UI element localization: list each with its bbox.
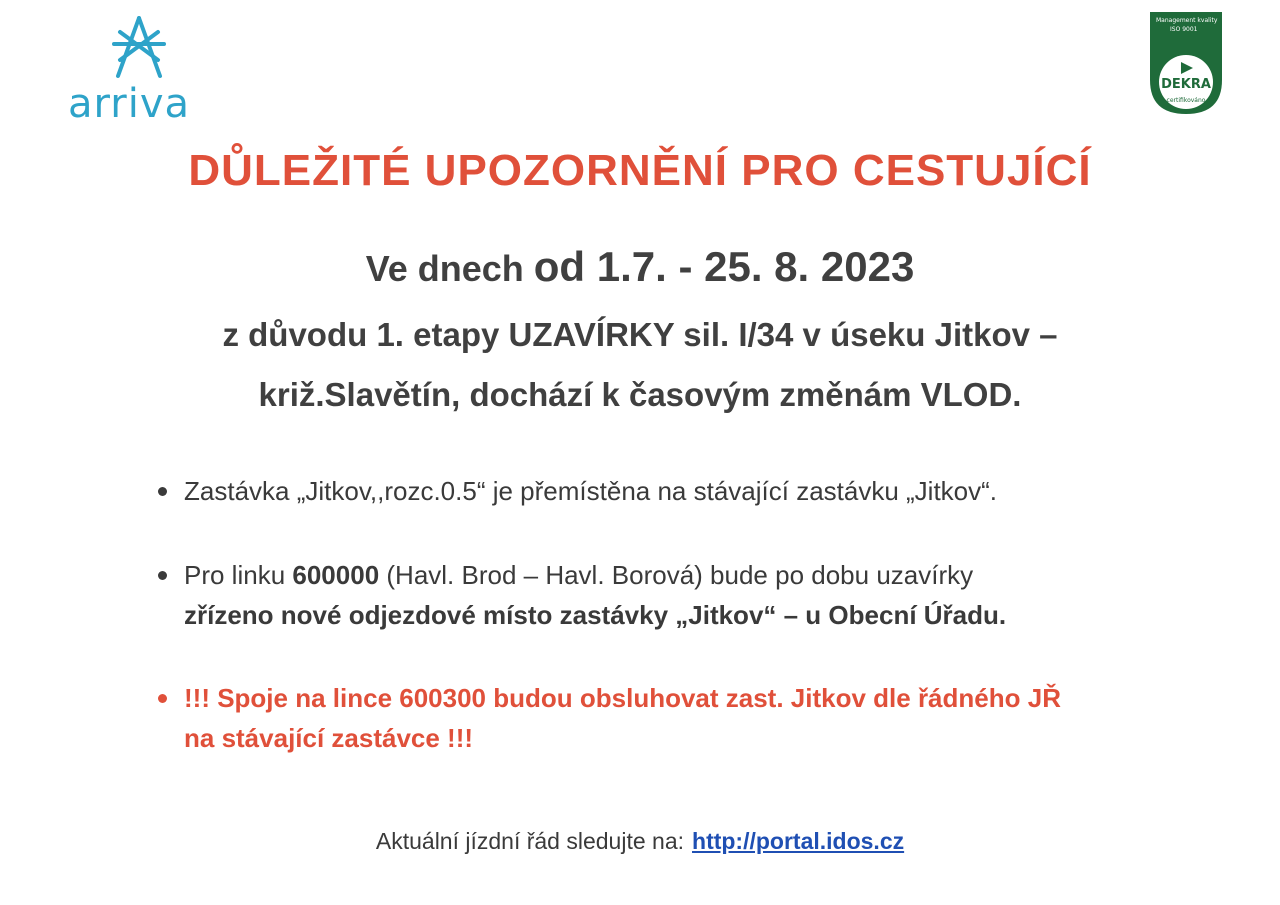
arriva-logo — [68, 14, 218, 127]
reason-line-1: z důvodu 1. etapy UZAVÍRKY sil. I/34 v úseku Jitkov – — [222, 316, 1058, 353]
bullet-new-departure-point — [158, 555, 1238, 635]
date-range: od 1.7. - 25. 8. 2023 — [533, 243, 915, 290]
date-prefix: Ve dnech — [365, 248, 534, 289]
line-number: 600000 — [292, 560, 380, 590]
bullet-dot-icon — [158, 487, 167, 496]
arriva-wordmark: arriva — [68, 81, 190, 127]
footer-timetable-link — [0, 828, 1280, 855]
notice-title: DŮLEŽITÉ UPOZORNĚNÍ PRO CESTUJÍCÍ — [188, 146, 1092, 195]
date-line — [0, 243, 1280, 291]
warning-line-1: !!! Spoje na lince 600300 budou obsluhovat zast. Jitkov dle řádného JŘ — [184, 683, 1061, 713]
seal-arc-text: certifikováno — [1166, 97, 1206, 104]
bullet-dot-icon — [158, 694, 167, 703]
bullet-text-pre: Pro linku — [184, 560, 293, 590]
closure-reason — [120, 305, 1160, 425]
dekra-certification-seal — [1148, 10, 1224, 116]
seal-brand: DEKRA — [1161, 77, 1211, 92]
idos-link[interactable]: http://portal.idos.cz — [692, 828, 905, 854]
seal-line1: Management kvality — [1156, 17, 1218, 24]
bullet-stop-moved — [158, 471, 1238, 511]
reason-line-2: križ.Slavětín, dochází k časovým změnám VLOD. — [258, 376, 1022, 413]
bullet-text — [184, 678, 1238, 758]
warning-line-2: na stávající zastávce !!! — [184, 723, 474, 753]
arriva-star-icon — [110, 14, 168, 80]
seal-line2: ISO 9001 — [1170, 26, 1198, 33]
bullet-dot-icon — [158, 571, 167, 580]
bullet-warning — [158, 678, 1238, 758]
bullet-text-bold: zřízeno nové odjezdové místo zastávky „Jitkov“ – u Obecní Úřadu. — [184, 600, 1007, 630]
bullet-text-post: (Havl. Brod – Havl. Borová) bude po dobu uzavírky — [379, 560, 974, 590]
bullet-text: Zastávka „Jitkov,,rozc.0.5“ je přemístěna na stávající zastávku „Jitkov“. — [184, 476, 998, 506]
footer-label: Aktuální jízdní řád sledujte na: — [375, 828, 685, 854]
bullet-text — [184, 555, 1238, 635]
